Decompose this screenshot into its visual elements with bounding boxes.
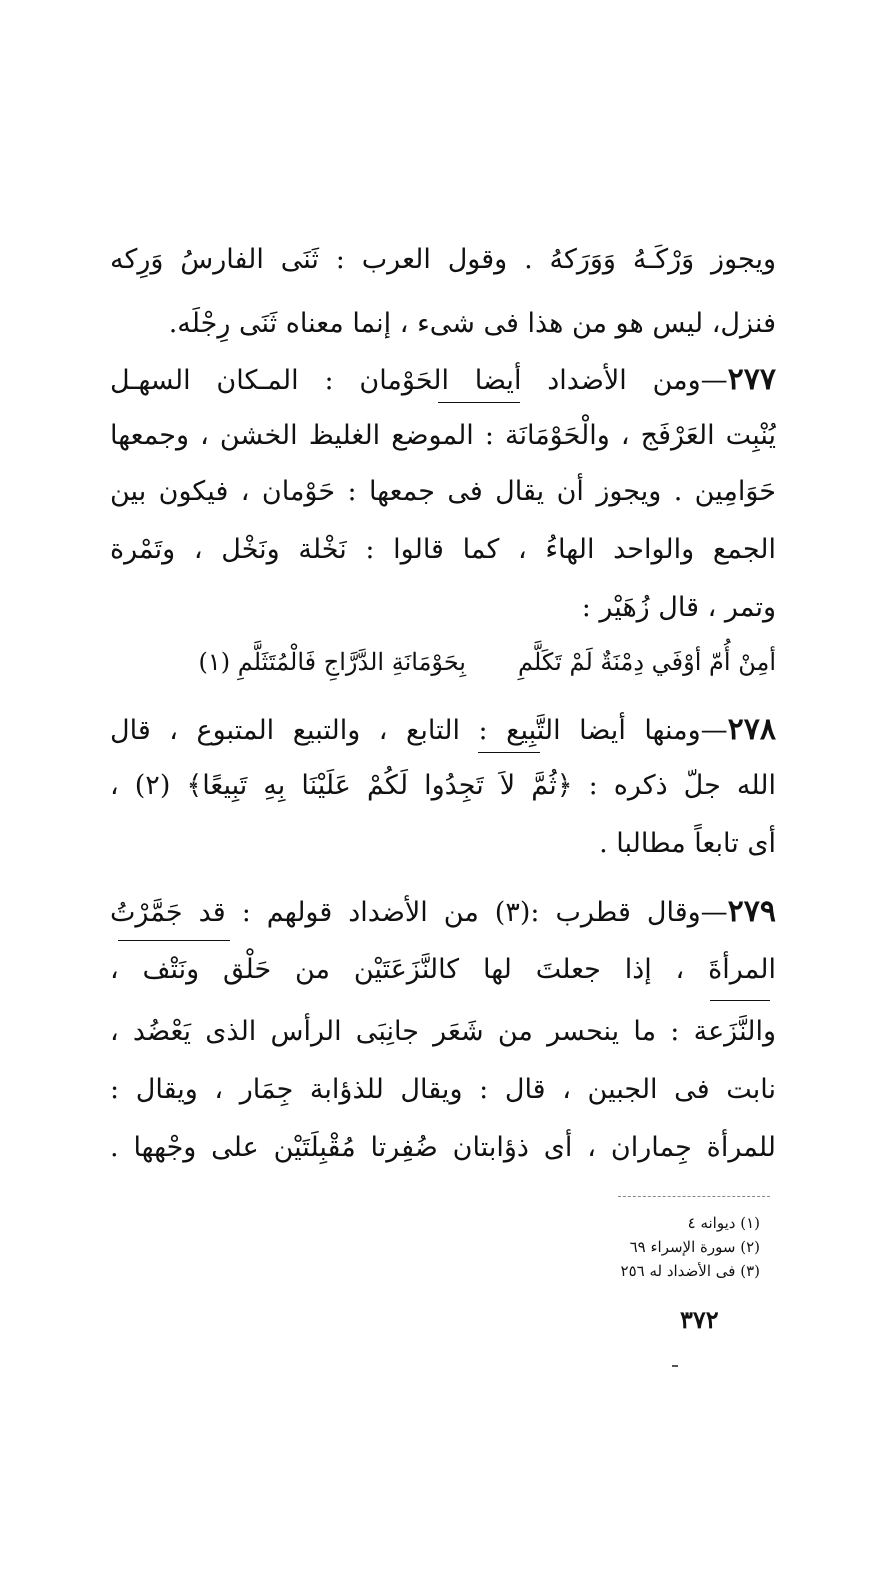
entry-279 xyxy=(110,890,776,934)
text-line-4-content: يُنْبِت العَرْفَج ، والْحَوْمَانَة : الموضع الغليظ الخشن ، وجمعها xyxy=(110,420,776,451)
text-line-15 xyxy=(110,1126,776,1170)
text-line-7 xyxy=(110,586,776,630)
scan-speck xyxy=(672,1365,678,1367)
text-line-2-content: فنزل، ليس هو من هذا فى شىء ، إنما معناه ثَنَى رِجْلَه. xyxy=(168,308,776,339)
entry-279-text: —وقال قطرب :(٣) من الأضداد قولهم : قد جَمَّرْتُ xyxy=(110,897,728,928)
poetry-verse xyxy=(110,640,776,684)
text-line-12-content: المرأةَ ، إذا جعلتَ لها كالنَّزَعَتَيْن من حَلْق ونَتْف ، xyxy=(110,954,776,985)
footnote-2: (٢) سورة الإسراء ٦٩ xyxy=(629,1238,760,1256)
entry-number-277: ٢٧٧ xyxy=(727,362,776,397)
footnote-3: (٣) فى الأضداد له ٢٥٦ xyxy=(620,1262,760,1280)
page-number: ٣٧٢ xyxy=(680,1305,719,1334)
text-line-5 xyxy=(110,470,776,514)
text-line-5-content: حَوَامِين . ويجوز أن يقال فى جمعها : حَوْمان ، فيكون بين xyxy=(110,476,776,507)
entry-277 xyxy=(110,358,776,402)
entry-number-278: ٢٧٨ xyxy=(727,712,776,747)
text-line-1 xyxy=(110,238,776,282)
text-line-4 xyxy=(110,414,776,458)
text-line-12 xyxy=(110,948,776,992)
text-line-14 xyxy=(110,1068,776,1112)
text-line-9-content: الله جلّ ذكره : ﴿ثُمَّ لاَ تَجِدُوا لَكُمْ عَلَيْنَا بِهِ تَبِيعًا﴾ (٢) ، xyxy=(110,770,776,801)
underline-jammart xyxy=(118,940,230,941)
footnote-1: (١) ديوانه ٤ xyxy=(687,1214,760,1232)
underline-mara xyxy=(710,1000,770,1001)
text-line-6-content: الجمع والواحد الهاءُ ، كما قالوا : نَخْلة ونَخْل ، وتَمْرة xyxy=(110,534,776,565)
text-line-14-content: نابت فى الجبين ، قال : ويقال للذؤابة جِمَار ، ويقال : xyxy=(110,1074,776,1105)
text-line-7-content: وتمر ، قال زُهَيْر : xyxy=(581,592,776,623)
text-line-10-content: أى تابعاً مطالبا . xyxy=(599,828,776,859)
text-line-13 xyxy=(110,1010,776,1054)
text-line-13-content: والنَّزَعة : ما ينحسر من شَعَر جانِبَى الرأس الذى يَعْضُد ، xyxy=(110,1016,776,1047)
entry-278-text: —ومنها أيضا التَّبِيع : التابع ، والتبيع المتبوع ، قال xyxy=(110,715,728,746)
entry-number-279: ٢٧٩ xyxy=(727,894,776,929)
text-line-9 xyxy=(110,764,776,808)
verse-hemistich-2: بِحَوْمَانَةِ الدَّرَّاجِ فَالْمُتَثَلَّمِ (١) xyxy=(198,648,466,676)
verse-hemistich-1: أمِنْ أُمّ أوْفَي دِمْنَةٌ لَمْ تَكَلَّمِ xyxy=(518,648,776,676)
text-line-2 xyxy=(110,302,776,346)
text-line-15-content: للمرأة جِماران ، أى ذؤابتان ضُفِرتا مُقْبِلَتَيْن على وجْهها . xyxy=(110,1132,776,1163)
underline-tabi xyxy=(478,752,540,753)
footnote-separator xyxy=(618,1196,770,1197)
entry-277-text: —ومن الأضداد أيضا الحَوْمان : المـكان السهـل xyxy=(110,365,728,396)
text-line-1-content: ويجوز وَرْكَـهُ وَوَرَكهُ . وقول العرب : ثَنَى الفارسُ وَرِكه xyxy=(110,244,776,275)
underline-hawman xyxy=(438,402,520,403)
text-line-10 xyxy=(110,822,776,866)
entry-278 xyxy=(110,708,776,752)
text-line-6 xyxy=(110,528,776,572)
